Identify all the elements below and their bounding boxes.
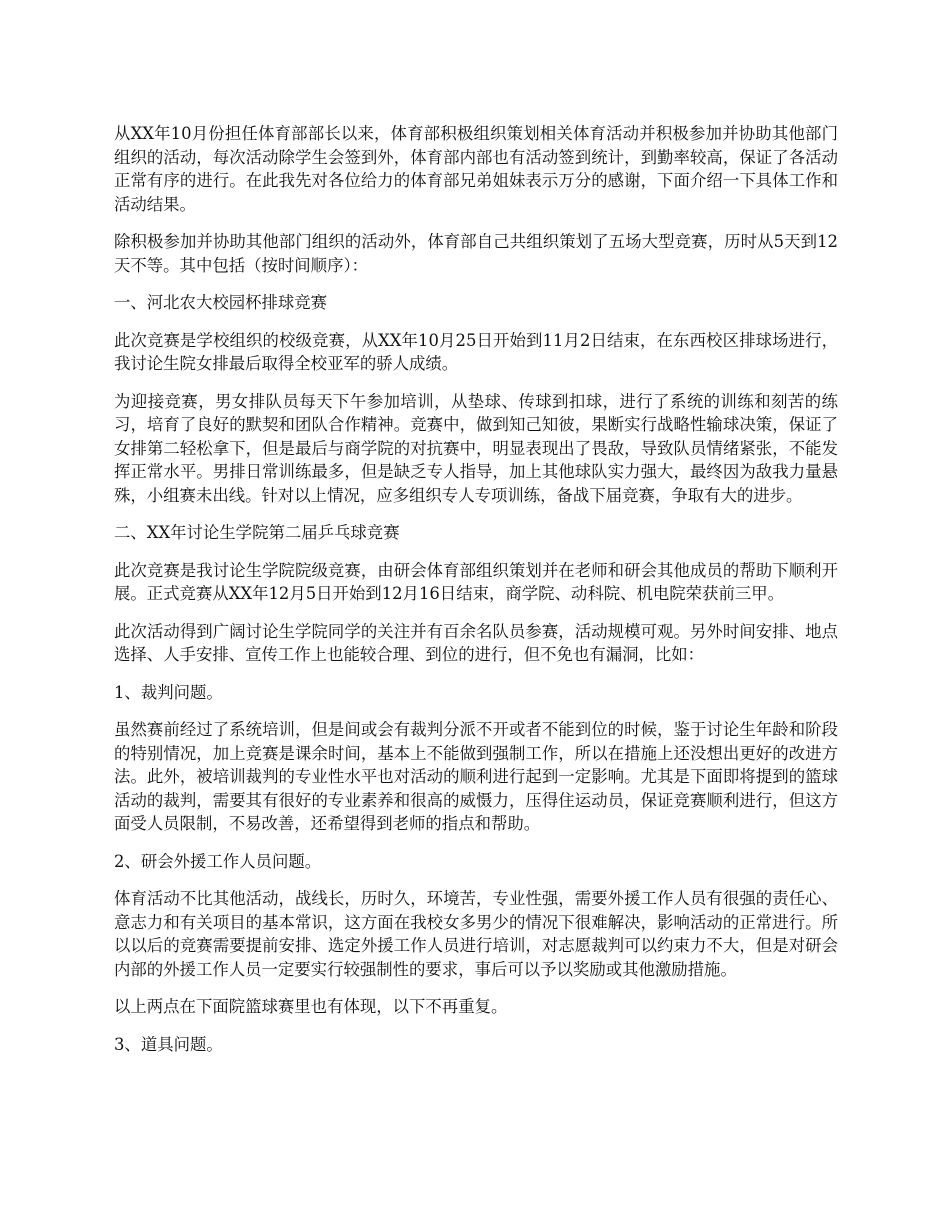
paragraph-volleyball-summary: 此次竞赛是学校组织的校级竞赛，从XX年10月25日开始到11月2日结束，在东西校区排球场进行，我讨论生院女排最后取得全校亚军的骄人成绩。 (114, 330, 838, 373)
paragraph-note: 以上两点在下面院篮球赛里也有体现，以下不再重复。 (114, 997, 508, 1016)
subheading-equipment: 3、道具问题。 (114, 1034, 223, 1054)
paragraph-table-tennis-summary: 此次竞赛是我讨论生学院院级竞赛，由研会体育部组织策划并在老师和研会其他成员的帮助下顺利开展。正式竞赛从XX年12月5日开始到12月16日结束，商学院、动科院、机电院荣获前三甲。 (114, 560, 838, 603)
subheading-referee: 1、裁判问题。 (114, 682, 223, 702)
document-body (114, 122, 838, 1070)
section-heading-table-tennis: 二、XX年讨论生学院第二届乒乓球竞赛 (114, 523, 400, 542)
paragraph-staff: 体育活动不比其他活动，战线长，历时久，环境苦，专业性强，需要外援工作人员有很强的责任心、意志力和有关项目的基本常识，这方面在我校女多男少的情况下很难解决，影响活动的正常进行。所以以后的竞赛需要提前安排、选定外援工作人员进行培训，对志愿裁判可以约束力不大，但是对研会内部的外援工作人员一定要实行较强制性的要求，事后可以予以奖励或其他激励措施。 (114, 889, 838, 979)
paragraph-intro: 从XX年10月份担任体育部部长以来，体育部积极组织策划相关体育活动并积极参加并协助其他部门组织的活动，每次活动除学生会签到外，体育部内部也有活动签到统计，到勤率较高，保证了各活动正常有序的进行。在此我先对各位给力的体育部兄弟姐妹表示万分的感谢，下面介绍一下具体工作和活动结果。 (114, 124, 838, 214)
subheading-staff: 2、研会外援工作人员问题。 (114, 851, 322, 871)
paragraph-table-tennis-detail: 此次活动得到广阔讨论生学院同学的关注并有百余名队员参赛，活动规模可观。另外时间安排、地点选择、人手安排、宣传工作上也能较合理、到位的进行，但不免也有漏洞，比如： (114, 621, 838, 664)
section-heading-volleyball: 一、河北农大校园杯排球竞赛 (114, 293, 328, 312)
paragraph-referee: 虽然赛前经过了系统培训，但是间或会有裁判分派不开或者不能到位的时候，鉴于讨论生年龄和阶段的特别情况，加上竞赛是课余时间，基本上不能做到强制工作，所以在措施上还没想出更好的改进方法。此外，被培训裁判的专业性水平也对活动的顺利进行起到一定影响。尤其是下面即将提到的篮球活动的裁判，需要其有很好的专业素养和很高的威慑力，压得住运动员，保证竞赛顺利进行，但这方面受人员限制，不易改善，还希望得到老师的指点和帮助。 (114, 720, 838, 833)
paragraph-overview: 除积极参加并协助其他部门组织的活动外，体育部自己共组织策划了五场大型竞赛，历时从5天到12天不等。其中包括（按时间顺序）： (114, 232, 838, 275)
paragraph-volleyball-detail: 为迎接竞赛，男女排队员每天下午参加培训，从垫球、传球到扣球，进行了系统的训练和刻苦的练习，培育了良好的默契和团队合作精神。竞赛中，做到知己知彼，果断实行战略性输球决策，保证了女排第二轻松拿下，但是最后与商学院的对抗赛中，明显表现出了畏敌，导致队员情绪紧张，不能发挥正常水平。男排日常训练最多，但是缺乏专人指导，加上其他球队实力强大，最终因为敌我力量悬殊，小组赛未出线。针对以上情况，应多组织专人专项训练，备战下届竞赛，争取有大的进步。 (114, 391, 838, 505)
